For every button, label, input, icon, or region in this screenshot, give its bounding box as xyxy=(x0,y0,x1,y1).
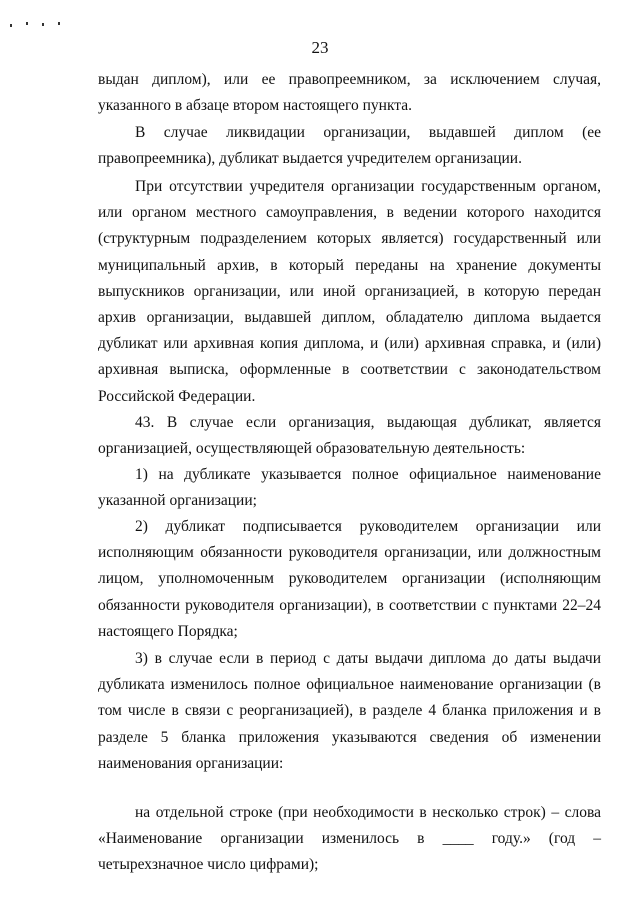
paragraph-continuation: выдан диплом), или ее правопреемником, за исключением случая, указанного в абзаце втором настоящего пункта. xyxy=(98,71,601,115)
paragraph-item-43: 43. В случае если организация, выдающая дубликат, является организацией, осуществляющей образовательную деятельность: xyxy=(98,414,601,458)
paragraph-subitem-1: 1) на дубликате указывается полное официальное наименование указанной организации; xyxy=(98,466,601,510)
paragraph-separate-line: на отдельной строке (при необходимости в несколько строк) – слова «Наименование организации изменилось в ____ году.» (год – четырехзначное число цифрами); xyxy=(98,804,601,874)
paragraph-subitem-3: 3) в случае если в период с даты выдачи диплома до даты выдачи дубликата изменилось полное официальное наименование организации (в том числе в связи с реорганизацией), в разделе 4 бланка приложения и в разделе 5 бланка приложения указываются сведения об изменении наименования организации: xyxy=(98,650,601,772)
scan-mark xyxy=(10,24,12,27)
page-number: 23 xyxy=(311,38,329,57)
scan-mark xyxy=(26,22,28,25)
scan-mark xyxy=(58,22,60,25)
paragraph-subitem-2: 2) дубликат подписывается руководителем организации или исполняющим обязанности руководителя организации, или должностным лицом, уполномоченным руководителем организации (исполняющим обязанности руководителя организации), в соответствии с пунктами 22–24 настоящего Порядка; xyxy=(98,518,601,640)
paragraph-liquidation: В случае ликвидации организации, выдавшей диплом (ее правопреемника), дубликат выдается учредителем организации. xyxy=(98,124,601,168)
scan-mark xyxy=(42,23,44,26)
paragraph-no-founder: При отсутствии учредителя организации государственным органом, или органом местного самоуправления, в ведении которого находится (структурным подразделением которых является) государственный или муниципальный архив, в который переданы на хранение документы выпускников организации, или иной организацией, в которую передан архив организации, выдавшей диплом, обладателю диплома выдается дубликат или архивная копия диплома, и (или) архивная справка, и (или) архивная выписка, оформленные в соответствии с законодательством Российской Федерации. xyxy=(98,178,601,405)
